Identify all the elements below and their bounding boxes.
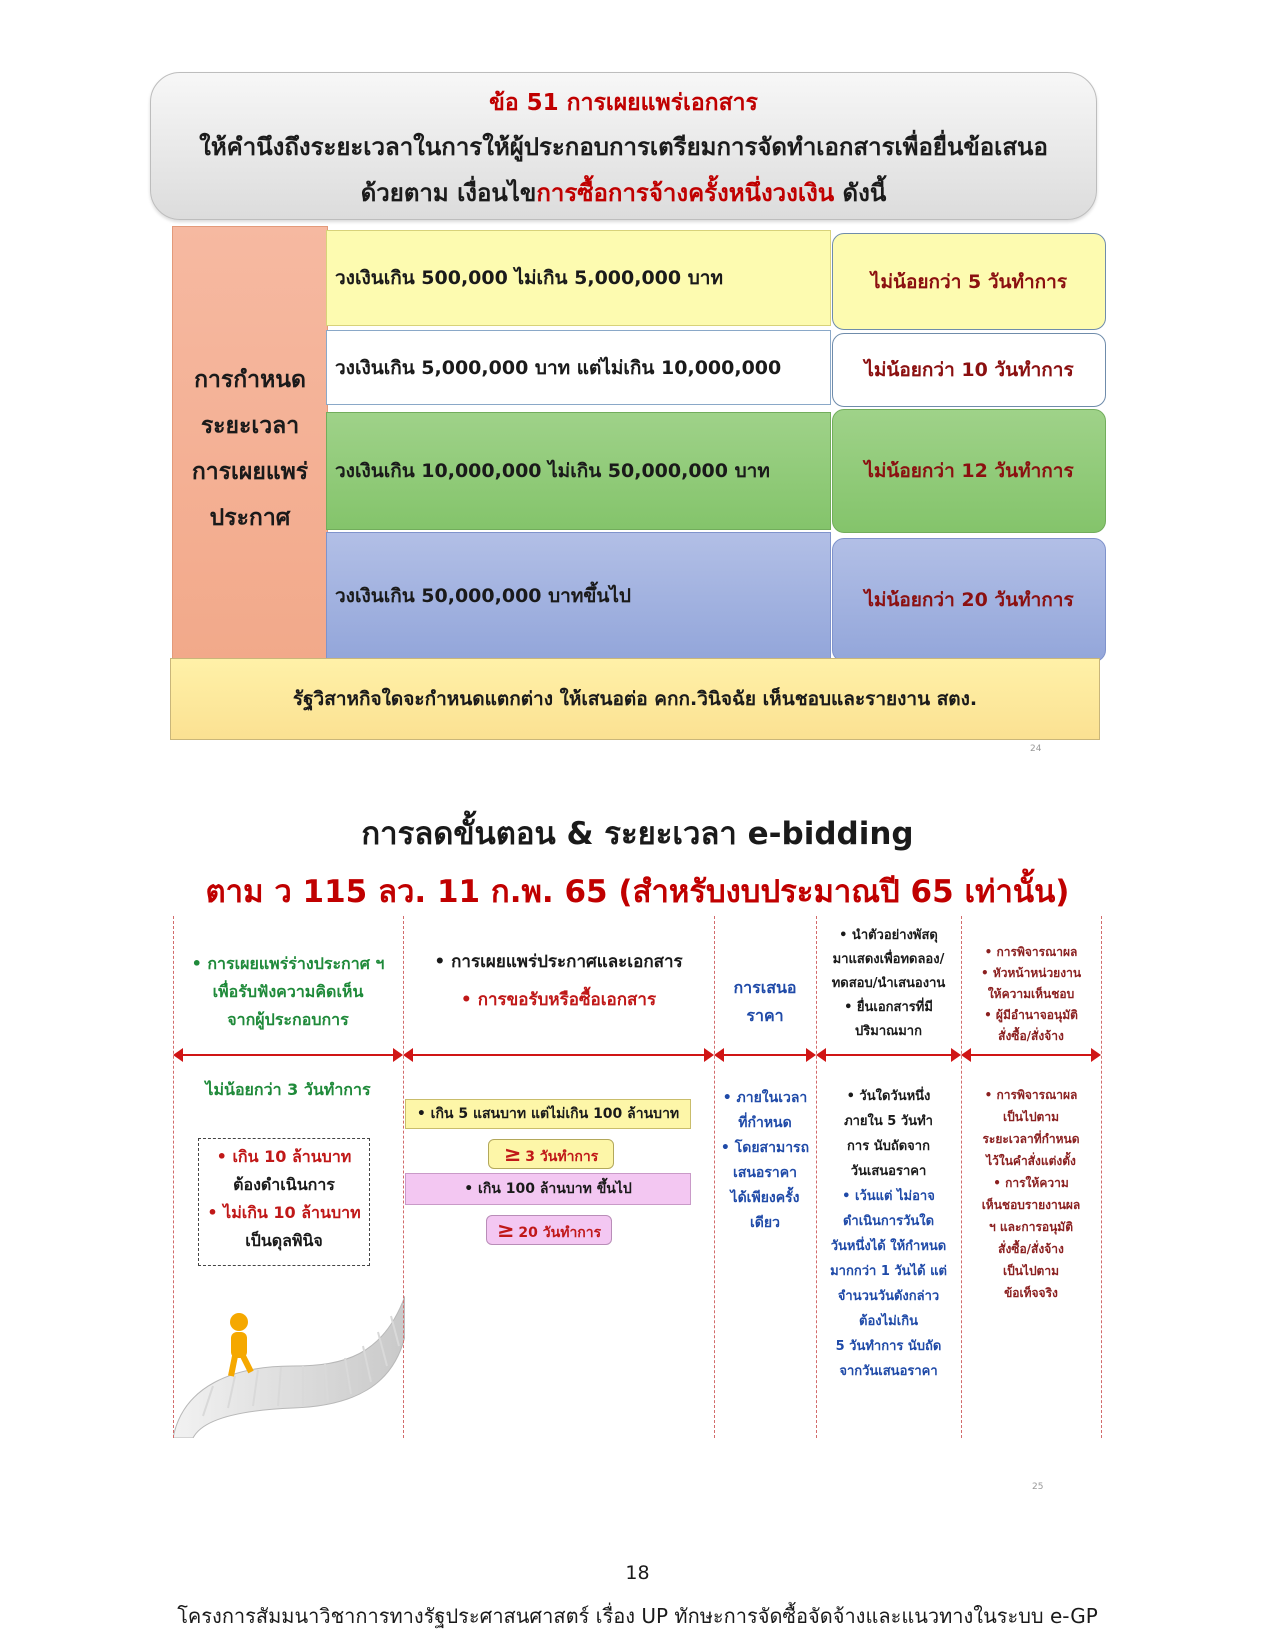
tier1-days-badge — [488, 1139, 614, 1169]
period-label-box — [172, 226, 328, 662]
ge-symbol: ≥ — [496, 1218, 515, 1242]
line3-suffix: ดังนี้ — [834, 179, 887, 207]
page-footer: โครงการสัมมนาวิชาการทางรัฐประศาสนศาสตร์ เรื่อง UP ทักษะการจัดซื้อจัดจ้างและแนวทางในระบบ e-GP — [177, 1604, 1098, 1628]
state-enterprise-note: รัฐวิสาหกิจใดจะกำหนดแตกต่าง ให้เสนอต่อ คกก.วินิจฉัย เห็นชอบและรายงาน สตง. — [170, 658, 1100, 740]
slide2-title: การลดขั้นตอน & ระยะเวลา e-bidding — [361, 816, 914, 852]
period-label-line: การกำหนด — [194, 367, 306, 393]
rule-line: ฯ และการอนุมัติ — [988, 1220, 1073, 1234]
rule-line: ดำเนินการวันใด — [842, 1214, 935, 1229]
condition-line: • ไม่เกิน 10 ล้านบาท — [207, 1203, 361, 1222]
slide1-subtitle-line2 — [151, 173, 1096, 212]
heading-line: ปริมาณมาก — [855, 1024, 922, 1039]
rule-line: เป็นไปตาม — [1002, 1110, 1059, 1124]
condition-line: เดียว — [750, 1215, 780, 1231]
period-result-box: ไม่น้อยกว่า 20 วันทำการ — [832, 538, 1106, 662]
column-divider — [714, 916, 715, 1438]
rule-line: วันเสนอราคา — [850, 1164, 927, 1179]
draft-period: ไม่น้อยกว่า 3 วันทำการ — [205, 1080, 371, 1099]
period-result-box: ไม่น้อยกว่า 10 วันทำการ — [832, 333, 1106, 407]
request-docs-heading: • การขอรับหรือซื้อเอกสาร — [460, 990, 657, 1010]
timeline-arrow — [175, 1054, 401, 1056]
tier2-days-badge — [486, 1215, 612, 1245]
timeline-arrow — [405, 1054, 712, 1056]
heading-line: มาแสดงเพื่อทดลอง/ — [832, 952, 945, 967]
timeline-arrow — [963, 1054, 1099, 1056]
slide2-subtitle: ตาม ว 115 ลว. 11 ก.พ. 65 (สำหรับงบประมาณปี 65 เท่านั้น) — [205, 874, 1070, 910]
draft-announcement-heading — [173, 950, 403, 1034]
column-divider — [1101, 916, 1102, 1438]
rule-line: 5 วันทำการ นับถัด — [835, 1339, 942, 1354]
column-divider — [961, 916, 962, 1438]
rule-line: ระยะเวลาที่กำหนด — [982, 1132, 1080, 1146]
page-number: 18 — [625, 1562, 650, 1584]
heading-line: • นำตัวอย่างพัสดุ — [839, 928, 938, 943]
rule-line: วันหนึ่งได้ ให้กำหนด — [830, 1239, 947, 1254]
heading-line: ราคา — [746, 1006, 784, 1025]
heading-line: • ยื่นเอกสารที่มี — [844, 1000, 933, 1015]
timeline-arrow — [716, 1054, 814, 1056]
period-result-box: ไม่น้อยกว่า 5 วันทำการ — [832, 233, 1106, 330]
slide1-number: 24 — [1030, 744, 1042, 754]
bid-submission-conditions — [716, 1086, 814, 1236]
rule-line: เห็นชอบรายงานผล — [981, 1198, 1081, 1212]
rule-line: การ นับถัดจาก — [847, 1139, 930, 1154]
heading-line: สั่งซื้อ/สั่งจ้าง — [998, 1029, 1064, 1043]
budget-range-row: วงเงินเกิน 500,000 ไม่เกิน 5,000,000 บาท — [326, 230, 831, 326]
condition-line: ได้เพียงครั้ง — [730, 1190, 800, 1206]
condition-line: ที่กำหนด — [738, 1115, 792, 1131]
period-label-line: การเผยแพร่ — [191, 459, 309, 485]
period-label-line: ประกาศ — [209, 505, 291, 531]
rule-line: จากวันเสนอราคา — [839, 1364, 938, 1379]
budget-range-row: วงเงินเกิน 5,000,000 บาท แต่ไม่เกิน 10,000,000 — [326, 330, 831, 405]
line3-prefix: ด้วยตาม เงื่อนไข — [360, 179, 537, 207]
heading-line: • การเผยแพร่ร่างประกาศ ฯ — [191, 954, 385, 973]
slide1-header — [150, 72, 1097, 220]
condition-line: ต้องดำเนินการ — [233, 1175, 335, 1194]
rule-line: • วันใดวันหนึ่ง — [846, 1089, 931, 1104]
bid-submission-heading — [716, 974, 814, 1030]
period-label-line: ระยะเวลา — [200, 413, 300, 439]
heading-line: การเสนอ — [733, 978, 797, 997]
heading-line: เพื่อรับฟังความคิดเห็น — [212, 982, 364, 1001]
heading-line: • หัวหน้าหน่วยงาน — [980, 966, 1082, 980]
tier2-days: 20 วันทำการ — [518, 1225, 602, 1241]
heading-line: • การพิจารณาผล — [984, 945, 1078, 959]
climbing-figure — [230, 1313, 251, 1376]
evaluation-heading — [963, 942, 1099, 1047]
ge-symbol: ≥ — [503, 1142, 522, 1166]
budget-range-row: วงเงินเกิน 10,000,000 ไม่เกิน 50,000,000 บาท — [326, 412, 831, 530]
draft-condition-box — [198, 1138, 370, 1266]
tier1-range: • เกิน 5 แสนบาท แต่ไม่เกิน 100 ล้านบาท — [405, 1099, 691, 1129]
column-divider — [816, 916, 817, 1438]
rule-line: ไว้ในคำสั่งแต่งตั้ง — [986, 1154, 1076, 1168]
condition-line: • ภายในเวลา — [722, 1090, 808, 1106]
tier1-days: 3 วันทำการ — [525, 1149, 599, 1165]
sample-submission-exception — [818, 1184, 959, 1384]
tier2-range: • เกิน 100 ล้านบาท ขึ้นไป — [405, 1173, 691, 1205]
heading-line: ทดสอบ/นำเสนองาน — [831, 976, 946, 991]
slide1-subtitle-line1: ให้คำนึงถึงระยะเวลาในการให้ผู้ประกอบการเตรียมการจัดทำเอกสารเพื่อยื่นข้อเสนอ — [199, 133, 1048, 161]
condition-line: • โดยสามารถ — [720, 1140, 810, 1156]
rule-line: • เว้นแต่ ไม่อาจ — [842, 1189, 935, 1204]
sample-submission-heading — [818, 924, 959, 1044]
timeline-arrow — [818, 1054, 959, 1056]
rule-line: เป็นไปตาม — [1002, 1264, 1059, 1278]
slide1-title: ข้อ 51 การเผยแพร่เอกสาร — [489, 90, 758, 116]
line3-highlight: การซื้อการจ้างครั้งหนึ่งวงเงิน — [536, 179, 835, 207]
column-divider — [403, 916, 404, 1438]
period-label — [173, 357, 327, 541]
budget-range-row: วงเงินเกิน 50,000,000 บาทขึ้นไป — [326, 532, 831, 660]
period-result-box: ไม่น้อยกว่า 12 วันทำการ — [832, 409, 1106, 533]
rule-line: มากกว่า 1 วันได้ แต่ — [830, 1264, 947, 1279]
staircase-illustration — [173, 1296, 405, 1438]
sample-submission-rule — [818, 1084, 959, 1184]
rule-line: ภายใน 5 วันทำ — [844, 1114, 933, 1129]
rule-line: • การพิจารณาผล — [984, 1088, 1078, 1102]
heading-line: • ผู้มีอำนาจอนุมัติ — [984, 1008, 1078, 1022]
evaluation-rules — [963, 1084, 1099, 1304]
rule-line: จำนวนวันดังกล่าว — [837, 1289, 940, 1304]
rule-line: สั่งซื้อ/สั่งจ้าง — [998, 1242, 1064, 1256]
ebidding-timeline — [173, 916, 1103, 1438]
rule-line: ต้องไม่เกิน — [859, 1314, 918, 1329]
condition-line: • เกิน 10 ล้านบาท — [216, 1147, 352, 1166]
condition-line: เสนอราคา — [733, 1165, 797, 1181]
rule-line: • การให้ความ — [993, 1176, 1069, 1190]
condition-line: เป็นดุลพินิจ — [245, 1231, 323, 1250]
publish-docs-heading: • การเผยแพร่ประกาศและเอกสาร — [434, 952, 683, 972]
heading-line: จากผู้ประกอบการ — [227, 1010, 349, 1029]
rule-line: ข้อเท็จจริง — [1004, 1286, 1058, 1300]
slide2-number: 25 — [1032, 1482, 1044, 1492]
heading-line: ให้ความเห็นชอบ — [987, 987, 1075, 1001]
